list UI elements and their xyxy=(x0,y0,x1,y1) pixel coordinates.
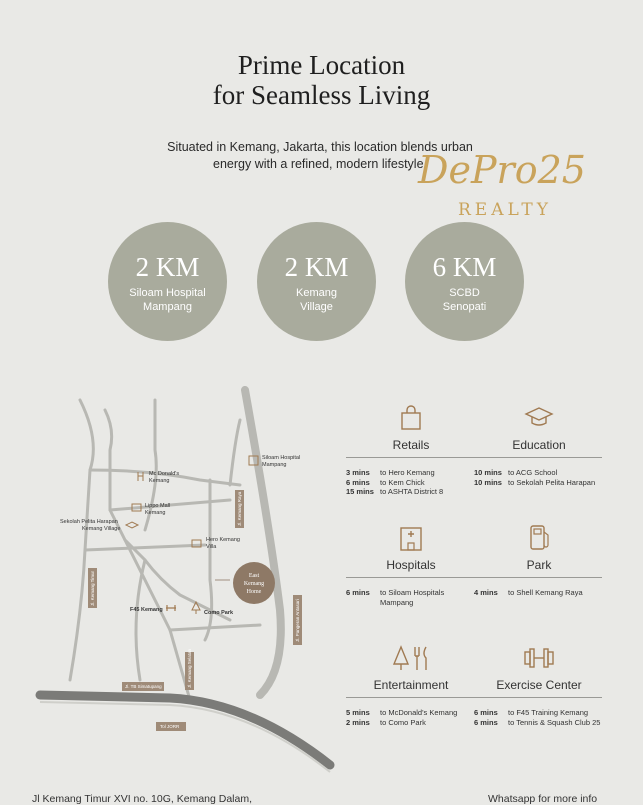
distance-value: 2 KM xyxy=(284,252,349,282)
amenity-hospitals xyxy=(346,522,476,607)
footer-address: Jl Kemang Timur XVI no. 10G, Kemang Dalam, xyxy=(32,793,253,805)
amenity-rows xyxy=(346,588,476,607)
divider xyxy=(346,577,474,578)
street-label: Jl. Kemang Selatan xyxy=(187,648,192,688)
title-line-1: Prime Location xyxy=(237,50,406,80)
distance-label-line-2: Mampang xyxy=(143,301,192,313)
amenity-exercise xyxy=(474,644,604,727)
logo-wordmark: DePro25 xyxy=(418,148,586,192)
street-label: Jl. Kemang Raya xyxy=(237,491,242,526)
amenity-rows xyxy=(474,588,604,598)
amenity-name: Park xyxy=(526,558,552,572)
amenity-retails xyxy=(346,404,476,497)
distance-label-line-1: Kemang xyxy=(296,287,337,299)
place-siloam-line-1: Siloam Hospital xyxy=(262,455,301,461)
subtitle-line-2: energy with a refined, modern lifestyle. xyxy=(213,157,427,171)
list-item: 10 mins to Sekolah Pelita Harapan xyxy=(474,477,596,487)
place-f45: F45 Kemang xyxy=(130,607,163,613)
brand-logo xyxy=(418,148,618,223)
amenity-name: Entertainment xyxy=(373,678,449,692)
divider xyxy=(474,577,602,578)
list-item: 15 mins to ASHTA District 8 xyxy=(346,487,444,496)
logo-subtitle: REALTY xyxy=(458,200,552,220)
amenity-rows xyxy=(346,468,476,497)
list-item: 6 mins to Kem Chick xyxy=(346,477,425,487)
place-como: Como Park xyxy=(204,610,234,616)
place-pelita-line-1: Sekolah Pelita Harapan xyxy=(60,519,118,525)
dumbbell-icon xyxy=(166,605,176,611)
place-hero-line-2: Villa xyxy=(206,544,217,550)
tree-and-cutlery-icon xyxy=(391,644,431,672)
graduation-cap-icon xyxy=(524,404,554,432)
list-item: 6 mins to Tennis & Squash Club 25 xyxy=(474,717,601,727)
list-item: 6 mins to Siloam Hospitals Mampang xyxy=(346,588,445,607)
place-hero-line-1: Hero Kemang xyxy=(206,537,240,543)
place-lippo-line-1: Lippo Mall xyxy=(145,503,171,509)
distance-label-line-1: Siloam Hospital xyxy=(129,287,206,299)
dumbbell-icon xyxy=(522,644,556,672)
home-label-line-3: Home xyxy=(246,589,262,595)
amenity-education xyxy=(474,404,604,487)
amenity-name: Hospitals xyxy=(386,558,436,572)
distance-circle-kemang-village xyxy=(257,222,376,341)
place-mcd-line-1: Mc Donald's xyxy=(149,471,180,477)
footer-whatsapp-link[interactable]: Whatsapp for more info xyxy=(488,793,598,805)
amenity-park xyxy=(474,522,604,598)
place-siloam-line-2: Mampang xyxy=(262,462,287,468)
amenity-rows xyxy=(346,708,476,727)
distance-value: 6 KM xyxy=(432,252,497,282)
divider xyxy=(346,457,474,458)
list-item: 3 mins to Hero Kemang xyxy=(346,468,435,477)
fuel-pump-icon xyxy=(524,522,554,552)
title-line-2: for Seamless Living xyxy=(212,80,431,110)
place-lippo-line-2: Kemang xyxy=(145,510,166,516)
list-item: 5 mins to McDonald's Kemang xyxy=(346,708,458,717)
distance-label-line-1: SCBD xyxy=(449,287,480,299)
distance-circle-siloam xyxy=(108,222,227,341)
street-label: Jl. Kemang Timur xyxy=(90,570,95,606)
page-title xyxy=(0,50,643,110)
hospital-icon xyxy=(396,522,426,552)
amenity-name: Exercise Center xyxy=(496,678,582,692)
home-label-line-2: Kemang xyxy=(243,581,265,587)
amenity-rows xyxy=(474,708,604,727)
street-label: Tol JORR xyxy=(160,724,180,729)
amenity-name: Education xyxy=(512,438,566,452)
shopping-bag-icon xyxy=(397,404,425,432)
list-item: 2 mins to Como Park xyxy=(346,717,426,727)
distance-label-line-2: Senopati xyxy=(442,301,487,313)
location-map xyxy=(30,380,340,780)
street-label: Jl. TB Simatupang xyxy=(125,684,162,689)
divider xyxy=(474,697,602,698)
home-label-line-1: East xyxy=(248,573,260,579)
place-pelita-line-2: Kemang Village xyxy=(82,526,121,532)
amenity-name: Retails xyxy=(392,438,430,452)
amenity-entertainment xyxy=(346,644,476,727)
street-label: Jl. Pangeran Antasari xyxy=(295,599,300,642)
distance-label-line-2: Village xyxy=(300,301,333,313)
school-icon xyxy=(126,522,138,528)
distance-circle-scbd xyxy=(405,222,524,341)
list-item: 6 mins to F45 Training Kemang xyxy=(474,708,589,717)
list-item: 10 mins to ACG School xyxy=(474,468,558,477)
divider xyxy=(346,697,474,698)
place-mcd-line-2: Kemang xyxy=(149,478,170,484)
distance-value: 2 KM xyxy=(135,252,200,282)
subtitle-line-1: Situated in Kemang, Jakarta, this location blends urban xyxy=(167,140,473,154)
list-item: 4 mins to Shell Kemang Raya xyxy=(474,588,583,597)
divider xyxy=(474,457,602,458)
amenity-rows xyxy=(474,468,604,487)
